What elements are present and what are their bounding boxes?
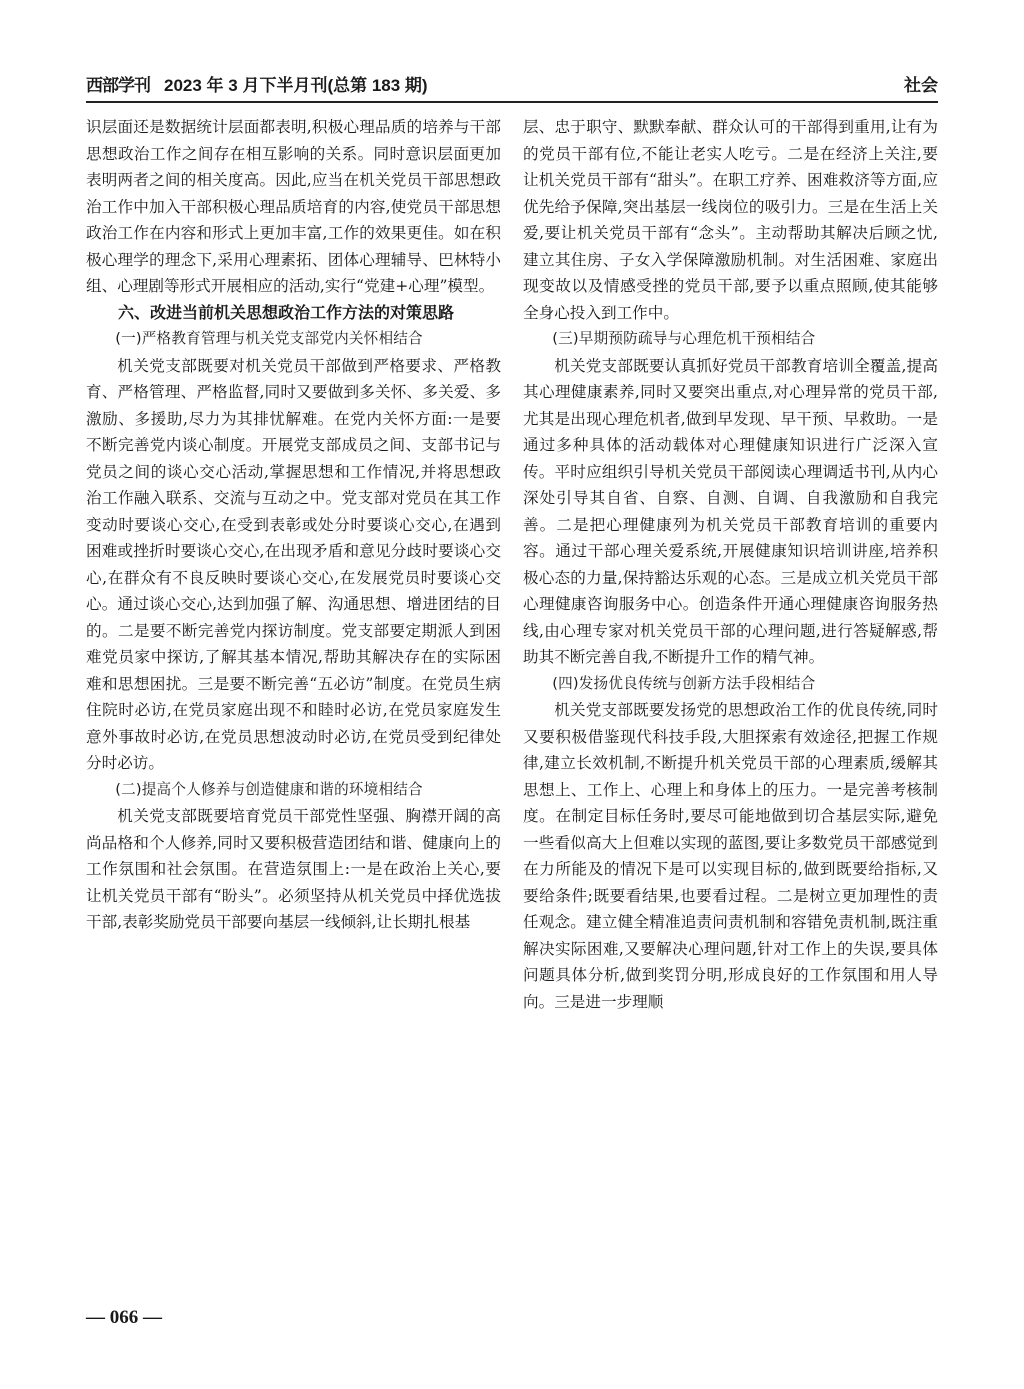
- section-name: 社会: [904, 76, 938, 95]
- journal-logo: 西部学刊: [86, 76, 150, 96]
- paragraph: 机关党支部既要认真抓好党员干部教育培训全覆盖,提高其心理健康素养,同时又要突出重点,对心理异常的党员干部,尤其是出现心理危机者,做到早发现、早干预、早救助。一是通过多种具体的活动载体对心理健康知识进行广泛深入宣传。平时应组织引导机关党员干部阅读心理调适书刊,从内心深处引导其自省、自察、自测、自调、自我激励和自我完善。二是把心理健康列为机关党员干部教育培训的重要内容。通过干部心理关爱系统,开展健康知识培训讲座,培养积极心态的力量,保持豁达乐观的心态。三是成立机关党员干部心理健康咨询服务中心。创造条件开通心理健康咨询服务热线,由心理专家对机关党员干部的心理问题,进行答疑解惑,帮助其不断完善自我,不断提升工作的精气神。: [523, 356, 938, 666]
- page-number: — 066 —: [86, 1307, 162, 1328]
- paragraph: 层、忠于职守、默默奉献、群众认可的干部得到重用,让有为的党员干部有位,不能让老实人吃亏。二是在经济上关注,要让机关党员干部有“甜头”。在职工疗养、困难救济等方面,应优先给予保障,突出基层一线岗位的吸引力。三是在生活上关爱,要让机关党员干部有“念头”。主动帮助其解决后顾之忧,建立其住房、子女入学保障激励机制。对生活困难、家庭出现变故以及情感受挫的党员干部,要予以重点照顾,使其能够全身心投入到工作中。: [523, 118, 938, 322]
- paragraph: 机关党支部既要培育党员干部党性坚强、胸襟开阔的高尚品格和个人修养,同时又要积极营造团结和谐、健康向上的工作氛围和社会氛围。在营造氛围上:一是在政治上关心,要让机关党员干部有“盼头”。必须坚持从机关党员中择优选拔干部,表彰奖励党员干部要向基层一线倾斜,让长期扎根基: [86, 807, 501, 931]
- left-column: [86, 114, 501, 936]
- header-rule: [86, 101, 938, 103]
- paragraph: 机关党支部既要对机关党员干部做到严格要求、严格教育、严格管理、严格监督,同时又要做到多关怀、多关爱、多激励、多援助,尽力为其排忧解难。在党内关怀方面:一是要不断完善党内谈心制度。开展党支部成员之间、支部书记与党员之间的谈心交心活动,掌握思想和工作情况,并将思想政治工作融入联系、交流与互动之中。党支部对党员在其工作变动时要谈心交心,在受到表彰或处分时要谈心交心,在遇到困难或挫折时要谈心交心,在出现矛盾和意见分歧时要谈心交心,在群众有不良反映时要谈心交心,在发展党员时要谈心交心。通过谈心交心,达到加强了解、沟通思想、增进团结的目的。二是要不断完善党内探访制度。党支部要定期派人到困难党员家中探访,了解其基本情况,帮助其解决存在的实际困难和思想困扰。三是要不断完善“五必访”制度。在党员生病住院时必访,在党员家庭出现不和睦时必访,在党员家庭发生意外事故时必访,在党员思想波动时必访,在党员受到纪律处分时必访。: [86, 356, 501, 772]
- subsection-heading: (三)早期预防疏导与心理危机干预相结合: [552, 330, 816, 347]
- page-header: [86, 74, 938, 100]
- subsection-heading: (二)提高个人修养与创造健康和谐的环境相结合: [115, 780, 423, 798]
- section-heading: 六、改进当前机关思想政治工作方法的对策思路: [118, 302, 455, 322]
- subsection-heading: (四)发扬优良传统与创新方法手段相结合: [552, 674, 816, 692]
- right-column: [523, 114, 938, 1015]
- paragraph: 识层面还是数据统计层面都表明,积极心理品质的培养与干部思想政治工作之间存在相互影响的关系。同时意识层面更加表明两者之间的相关度高。因此,应当在机关党员干部思想政治工作中加入干部积极心理品质培育的内容,使党员干部思想政治工作在内容和形式上更加丰富,工作的效果更佳。如在积极心理学的理念下,采用心理素拓、团体心理辅导、巴林特小组、心理剧等形式开展相应的活动,实行“党建+心理”模型。: [86, 118, 501, 295]
- journal-issue: 2023 年 3 月下半月刊(总第 183 期): [164, 76, 428, 95]
- subsection-heading: (一)严格教育管理与机关党支部党内关怀相结合: [115, 330, 423, 347]
- paragraph: 机关党支部既要发扬党的思想政治工作的优良传统,同时又要积极借鉴现代科技手段,大胆探索有效途径,把握工作规律,建立长效机制,不断提升机关党员干部的心理素质,缓解其思想上、工作上、心理上和身体上的压力。一是完善考核制度。在制定目标任务时,要尽可能地做到切合基层实际,避免一些看似高大上但难以实现的蓝图,要让多数党员干部感觉到在力所能及的情况下是可以实现目标的,做到既要给指标,又要给条件;既要看结果,也要看过程。二是树立更加理性的责任观念。建立健全精准追责问责机制和容错免责机制,既注重解决实际困难,又要解决心理问题,针对工作上的失误,要具体问题具体分析,做到奖罚分明,形成良好的工作氛围和用人导向。三是进一步理顺: [523, 701, 938, 1011]
